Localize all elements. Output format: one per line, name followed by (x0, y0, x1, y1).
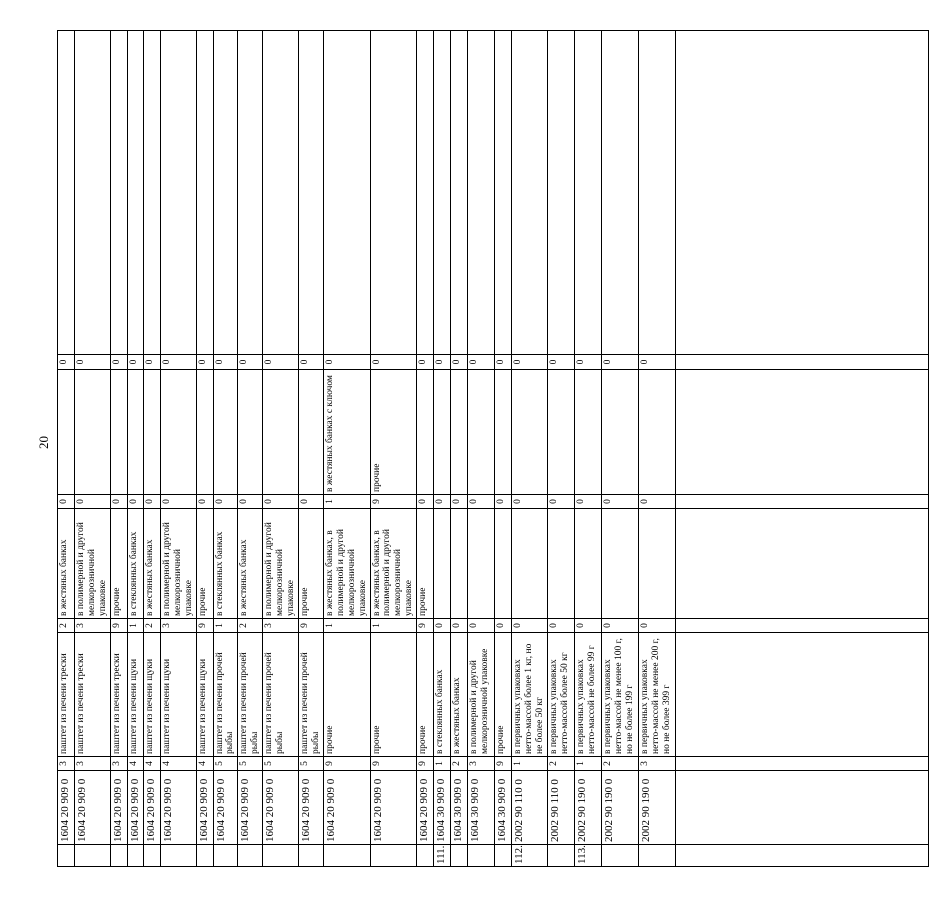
table-row-empty (675, 31, 928, 867)
cell-sub3: 0 (160, 495, 196, 509)
cell-number (196, 845, 213, 867)
cell-desc3: прочие (370, 370, 417, 495)
cell-code: 2002 90 190 0 (574, 771, 601, 845)
cell-sub3: 0 (547, 495, 574, 509)
cell-sub3: 0 (638, 495, 675, 509)
cell-number (370, 845, 417, 867)
cell-blank (638, 31, 675, 355)
cell-sub2: 2 (143, 619, 160, 633)
cell-sub1: 4 (127, 757, 143, 771)
cell-desc1: паштет из печени прочей рыбы (263, 633, 299, 757)
table-row (601, 31, 638, 867)
cell-sub2: 0 (495, 619, 512, 633)
cell-sub2: 0 (547, 619, 574, 633)
cell-number (451, 845, 468, 867)
cell-number (495, 845, 512, 867)
cell-desc3 (213, 370, 238, 495)
cell-desc3 (495, 370, 512, 495)
cell-code: 2002 90 110 0 (512, 771, 548, 845)
cell-desc2 (638, 509, 675, 619)
table-row (160, 31, 196, 867)
cell-sub1: 5 (238, 757, 263, 771)
cell-blank (675, 370, 928, 495)
cell-sub2: 3 (160, 619, 196, 633)
cell-number (601, 845, 638, 867)
cell-desc1: в полимерной и другой мелкорозничной упаковке (468, 633, 495, 757)
cell-value: 0 (143, 355, 160, 370)
cell-blank (468, 31, 495, 355)
cell-desc1: паштет из печени щуки (143, 633, 160, 757)
cell-desc1: в жестяных банках (451, 633, 468, 757)
cell-desc2 (451, 509, 468, 619)
cell-blank (127, 31, 143, 355)
cell-sub2: 0 (468, 619, 495, 633)
cell-desc1: паштет из печени прочей рыбы (298, 633, 323, 757)
cell-code: 1604 30 909 0 (468, 771, 495, 845)
cell-sub2: 9 (417, 619, 434, 633)
cell-sub2: 1 (213, 619, 238, 633)
cell-desc2: прочие (298, 509, 323, 619)
cell-sub3: 0 (451, 495, 468, 509)
cell-sub2: 1 (370, 619, 417, 633)
cell-value: 0 (75, 355, 111, 370)
cell-number (160, 845, 196, 867)
table-body (58, 31, 929, 867)
cell-sub2: 2 (58, 619, 75, 633)
cell-blank (370, 31, 417, 355)
cell-blank (160, 31, 196, 355)
cell-sub1: 4 (196, 757, 213, 771)
table-row (323, 31, 370, 867)
cell-desc3 (238, 370, 263, 495)
cell-blank (58, 31, 75, 355)
cell-value: 0 (213, 355, 238, 370)
cell-sub3: 0 (238, 495, 263, 509)
cell-code: 1604 20 909 0 (370, 771, 417, 845)
cell-value: 0 (323, 355, 370, 370)
cell-code: 1604 20 909 0 (323, 771, 370, 845)
table-row (213, 31, 238, 867)
table-row (110, 31, 127, 867)
table-row (468, 31, 495, 867)
cell-sub3: 0 (417, 495, 434, 509)
cell-sub1: 1 (512, 757, 548, 771)
table-row (75, 31, 111, 867)
cell-sub3: 0 (263, 495, 299, 509)
cell-blank (213, 31, 238, 355)
cell-blank (675, 509, 928, 619)
cell-desc1: в стеклянных банках (434, 633, 451, 757)
cell-code: 1604 20 909 0 (417, 771, 434, 845)
cell-sub3: 0 (196, 495, 213, 509)
cell-sub2: 3 (75, 619, 111, 633)
cell-code: 1604 30 909 0 (451, 771, 468, 845)
page-number: 20 (36, 436, 51, 449)
cell-desc1: в первичных упаковках нетто-массой не более 99 г (574, 633, 601, 757)
cell-sub2: 0 (601, 619, 638, 633)
cell-value: 0 (468, 355, 495, 370)
table-row (638, 31, 675, 867)
cell-desc2 (512, 509, 548, 619)
cell-desc1: паштет из печени трески (75, 633, 111, 757)
cell-number (143, 845, 160, 867)
cell-value: 0 (547, 355, 574, 370)
table-row (196, 31, 213, 867)
cell-desc1: прочие (495, 633, 512, 757)
cell-blank (196, 31, 213, 355)
cell-desc3 (263, 370, 299, 495)
cell-desc2: в жестяных банках (143, 509, 160, 619)
cell-sub3: 0 (298, 495, 323, 509)
cell-blank (601, 31, 638, 355)
cell-sub3: 0 (434, 495, 451, 509)
cell-desc2: в полимерной и другой мелкорозничной упаковке (263, 509, 299, 619)
cell-sub1: 1 (434, 757, 451, 771)
table-row (298, 31, 323, 867)
cell-value: 0 (58, 355, 75, 370)
cell-desc2: в стеклянных банках (213, 509, 238, 619)
cell-number (417, 845, 434, 867)
cell-desc2: в стеклянных банках (127, 509, 143, 619)
cell-desc1: паштет из печени щуки (196, 633, 213, 757)
cell-code: 1604 20 909 0 (238, 771, 263, 845)
cell-desc2 (468, 509, 495, 619)
cell-desc1: паштет из печени прочей рыбы (238, 633, 263, 757)
cell-sub1: 3 (58, 757, 75, 771)
table-row (512, 31, 548, 867)
cell-value: 0 (638, 355, 675, 370)
cell-blank (451, 31, 468, 355)
cell-blank (298, 31, 323, 355)
cell-code: 1604 20 909 0 (298, 771, 323, 845)
cell-desc2: в жестяных банках (58, 509, 75, 619)
cell-number (127, 845, 143, 867)
cell-sub1: 5 (213, 757, 238, 771)
cell-value: 0 (574, 355, 601, 370)
cell-blank (143, 31, 160, 355)
cell-sub1: 2 (451, 757, 468, 771)
cell-desc1: паштет из печени трески (58, 633, 75, 757)
cell-desc3 (468, 370, 495, 495)
cell-desc3 (601, 370, 638, 495)
cell-desc2: в жестяных банках, в полимерной и другой мелкорозничной упаковке (370, 509, 417, 619)
cell-sub1: 4 (143, 757, 160, 771)
cell-code: 2002 90 110 0 (547, 771, 574, 845)
cell-value: 0 (417, 355, 434, 370)
table-row (495, 31, 512, 867)
cell-sub2: 1 (323, 619, 370, 633)
cell-sub3: 0 (468, 495, 495, 509)
cell-sub3: 0 (495, 495, 512, 509)
cell-sub1: 9 (495, 757, 512, 771)
cell-sub2: 9 (196, 619, 213, 633)
cell-desc2: в полимерной и другой мелкорозничной упаковке (75, 509, 111, 619)
cell-value: 0 (160, 355, 196, 370)
cell-desc1: в первичных упаковках нетто-массой не менее 200 г, но не более 399 г (638, 633, 675, 757)
cell-sub1: 3 (75, 757, 111, 771)
cell-desc3 (638, 370, 675, 495)
cell-desc2: в полимерной и другой мелкорозничной упаковке (160, 509, 196, 619)
cell-value: 0 (370, 355, 417, 370)
cell-value: 0 (434, 355, 451, 370)
cell-sub1: 2 (601, 757, 638, 771)
table-row (143, 31, 160, 867)
cell-sub1: 1 (574, 757, 601, 771)
cell-desc3 (298, 370, 323, 495)
rotated-table-wrapper (57, 31, 672, 867)
cell-desc3 (75, 370, 111, 495)
cell-number (263, 845, 299, 867)
cell-value: 0 (298, 355, 323, 370)
cell-sub1: 5 (298, 757, 323, 771)
cell-sub1: 9 (323, 757, 370, 771)
cell-value: 0 (238, 355, 263, 370)
cell-sub3: 0 (75, 495, 111, 509)
cell-sub2: 0 (434, 619, 451, 633)
table-row (417, 31, 434, 867)
cell-desc3: в жестяных банках с ключом (323, 370, 370, 495)
table-row (58, 31, 75, 867)
cell-number (323, 845, 370, 867)
cell-code: 1604 20 909 0 (143, 771, 160, 845)
cell-desc3 (127, 370, 143, 495)
cell-blank (323, 31, 370, 355)
cell-desc3 (160, 370, 196, 495)
cell-blank (434, 31, 451, 355)
cell-sub1: 9 (370, 757, 417, 771)
cell-blank (675, 845, 928, 867)
cell-code: 1604 20 909 0 (160, 771, 196, 845)
cell-sub2: 2 (238, 619, 263, 633)
cell-sub2: 0 (638, 619, 675, 633)
cell-code: 1604 20 909 0 (58, 771, 75, 845)
cell-sub3: 0 (58, 495, 75, 509)
cell-value: 0 (451, 355, 468, 370)
cell-sub3: 0 (601, 495, 638, 509)
cell-blank (675, 757, 928, 771)
table-row (574, 31, 601, 867)
cell-sub2: 0 (451, 619, 468, 633)
cell-number (638, 845, 675, 867)
cell-number: 112. (512, 845, 548, 867)
cell-sub3: 9 (370, 495, 417, 509)
cell-code: 2002 90 190 0 (638, 771, 675, 845)
cell-number (547, 845, 574, 867)
cell-desc1: паштет из печени трески (110, 633, 127, 757)
table-row (547, 31, 574, 867)
cell-sub3: 0 (143, 495, 160, 509)
cell-desc2: прочие (417, 509, 434, 619)
cell-code: 1604 20 909 0 (196, 771, 213, 845)
cell-sub1: 9 (417, 757, 434, 771)
cell-desc2 (547, 509, 574, 619)
cell-desc3 (196, 370, 213, 495)
cell-code: 2002 90 190 0 (601, 771, 638, 845)
cell-code: 1604 30 909 0 (495, 771, 512, 845)
cell-blank (512, 31, 548, 355)
cell-desc1: прочие (370, 633, 417, 757)
cell-desc1: прочие (417, 633, 434, 757)
cell-desc2: в жестяных банках (238, 509, 263, 619)
cell-sub3: 0 (512, 495, 548, 509)
cell-code: 1604 20 909 0 (263, 771, 299, 845)
cell-blank (417, 31, 434, 355)
cell-number (110, 845, 127, 867)
cell-blank (574, 31, 601, 355)
cell-blank (495, 31, 512, 355)
cell-value: 0 (127, 355, 143, 370)
cell-sub3: 1 (323, 495, 370, 509)
cell-sub1: 3 (110, 757, 127, 771)
cell-sub2: 3 (263, 619, 299, 633)
cell-blank (675, 619, 928, 633)
cell-desc3 (417, 370, 434, 495)
tariff-table (57, 30, 929, 867)
cell-number (238, 845, 263, 867)
table-row (238, 31, 263, 867)
cell-code: 1604 20 909 0 (213, 771, 238, 845)
cell-desc1: паштет из печени прочей рыбы (213, 633, 238, 757)
cell-desc1: паштет из печени щуки (160, 633, 196, 757)
cell-blank (110, 31, 127, 355)
table-row (451, 31, 468, 867)
cell-value: 0 (512, 355, 548, 370)
cell-desc1: в первичных упаковках нетто-массой более 1 кг, но не более 50 кг (512, 633, 548, 757)
cell-desc3 (547, 370, 574, 495)
cell-number: 111. (434, 845, 451, 867)
cell-desc2 (601, 509, 638, 619)
cell-sub3: 0 (213, 495, 238, 509)
cell-number (75, 845, 111, 867)
cell-sub3: 0 (127, 495, 143, 509)
cell-sub1: 5 (263, 757, 299, 771)
cell-code: 1604 20 909 0 (127, 771, 143, 845)
cell-blank (263, 31, 299, 355)
table-row (434, 31, 451, 867)
cell-code: 1604 20 909 0 (75, 771, 111, 845)
cell-blank (675, 355, 928, 370)
cell-sub1: 3 (468, 757, 495, 771)
cell-desc1: прочие (323, 633, 370, 757)
cell-desc2: прочие (196, 509, 213, 619)
table-row (370, 31, 417, 867)
cell-desc2: в жестяных банках, в полимерной и другой мелкорозничной упаковке (323, 509, 370, 619)
cell-desc1: в первичных упаковках нетто-массой не менее 100 г, но не более 199 г (601, 633, 638, 757)
cell-sub1: 2 (547, 757, 574, 771)
cell-value: 0 (601, 355, 638, 370)
cell-sub1: 3 (638, 757, 675, 771)
cell-number (298, 845, 323, 867)
cell-blank (675, 31, 928, 355)
cell-value: 0 (495, 355, 512, 370)
cell-sub2: 9 (110, 619, 127, 633)
cell-number: 113. (574, 845, 601, 867)
cell-desc2: прочие (110, 509, 127, 619)
cell-desc3 (110, 370, 127, 495)
cell-sub2: 1 (127, 619, 143, 633)
cell-value: 0 (263, 355, 299, 370)
cell-value: 0 (196, 355, 213, 370)
cell-code: 1604 20 909 0 (110, 771, 127, 845)
cell-desc3 (434, 370, 451, 495)
cell-sub2: 0 (512, 619, 548, 633)
cell-number (58, 845, 75, 867)
cell-desc1: в первичных упаковках нетто-массой более 50 кг (547, 633, 574, 757)
cell-desc3 (451, 370, 468, 495)
cell-number (213, 845, 238, 867)
cell-desc2 (434, 509, 451, 619)
cell-desc3 (574, 370, 601, 495)
cell-sub3: 0 (110, 495, 127, 509)
cell-number (468, 845, 495, 867)
cell-sub2: 9 (298, 619, 323, 633)
cell-desc2 (574, 509, 601, 619)
cell-sub2: 0 (574, 619, 601, 633)
cell-blank (675, 771, 928, 845)
cell-desc3 (58, 370, 75, 495)
cell-blank (675, 633, 928, 757)
cell-blank (75, 31, 111, 355)
cell-blank (675, 495, 928, 509)
cell-sub3: 0 (574, 495, 601, 509)
table-row (263, 31, 299, 867)
cell-value: 0 (110, 355, 127, 370)
cell-blank (547, 31, 574, 355)
cell-desc3 (143, 370, 160, 495)
cell-code: 1604 30 909 0 (434, 771, 451, 845)
cell-desc3 (512, 370, 548, 495)
cell-desc2 (495, 509, 512, 619)
table-row (127, 31, 143, 867)
cell-sub1: 4 (160, 757, 196, 771)
cell-blank (238, 31, 263, 355)
cell-desc1: паштет из печени щуки (127, 633, 143, 757)
